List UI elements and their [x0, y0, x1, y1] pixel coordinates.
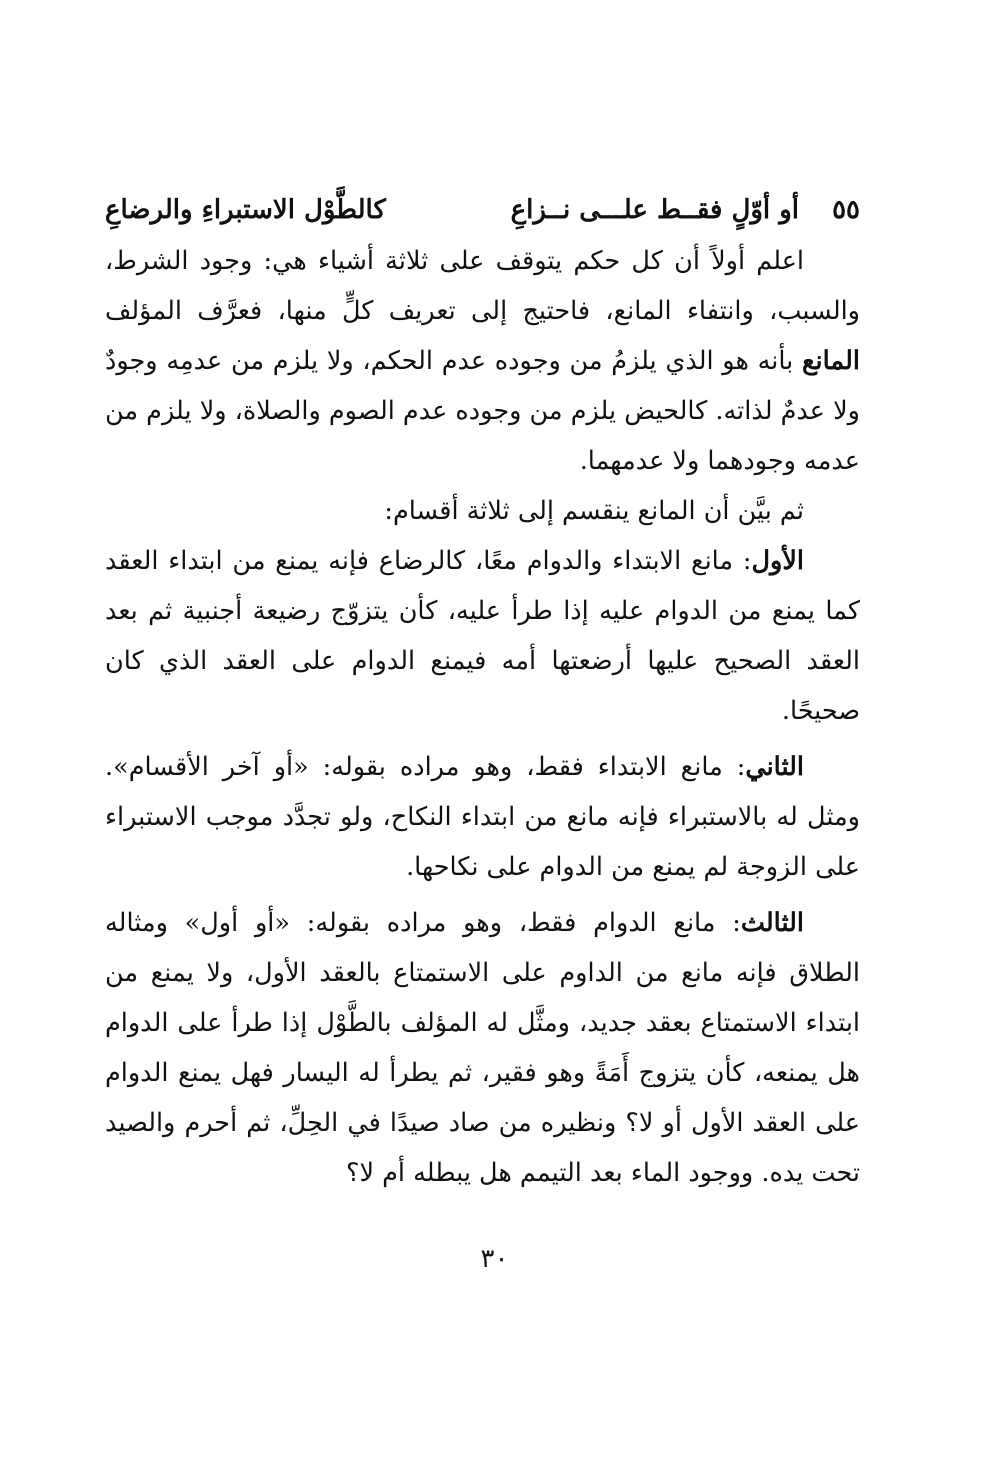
- division-paragraph: [105, 486, 860, 536]
- second-type-paragraph: [105, 742, 860, 892]
- verse-line: [105, 188, 860, 232]
- third-type-text: : مانع الدوام فقط، وهو مراده بقوله: «أو أول» ومثاله الطلاق فإنه مانع من الداوم على الاستمتاع بالعقد الأول، ولا يمنع من ابتداء الاستمتاع بعقد جديد، ومثَّل له المؤلف بالطَّوْل إذا طرأ على الدوام هل يمنعه، كأن يتزوج أَمَةً وهو فقير، ثم يطرأ له اليسار فهل يمنع الدوام على العقد الأول أو لا؟ ونظيره من صاد صيدًا في الحِلِّ، ثم أحرم والصيد تحت يده. ووجود الماء بعد التيمم هل يبطله أم لا؟: [105, 908, 861, 1188]
- third-type-label: الثالث: [740, 908, 804, 938]
- term-mani: المانع: [801, 346, 860, 376]
- third-type-paragraph: [105, 898, 860, 1198]
- intro-paragraph: [105, 236, 860, 486]
- first-type-paragraph: [105, 536, 860, 736]
- first-type-label: الأول: [751, 546, 804, 576]
- page-number: ٣٠: [480, 1244, 509, 1274]
- division-text: ثم بيَّن أن المانع ينقسم إلى ثلاثة أقسام:: [384, 496, 804, 526]
- intro-text: اعلم أولاً أن كل حكم يتوقف على ثلاثة أشياء هي: وجود الشرط، والسبب، وانتفاء المانع، فاحتيج إلى تعريف كلٍّ منها، فعرَّف المؤلف: [105, 246, 860, 326]
- page-body: [105, 188, 860, 1198]
- second-type-text: : مانع الابتداء فقط، وهو مراده بقوله: «أو آخر الأقسام». ومثل له بالاستبراء فإنه مانع من ابتداء النكاح، ولو تجدَّد موجب الاستبراء على الزوجة لم يمنع من الدوام على نكاحها.: [105, 752, 860, 882]
- intro-rest: بأنه هو الذي يلزمُ من وجوده عدم الحكم، ولا يلزم من عدمِه وجودٌ ولا عدمٌ لذاته. كالحيض يلزم من وجوده عدم الصوم والصلاة، ولا يلزم من عدمه وجودهما ولا عدمهما.: [105, 346, 860, 476]
- verse-first-part: [511, 188, 860, 232]
- verse-number: ٥٥: [832, 195, 860, 225]
- verse-first-half: أو أوّلٍ فقــط علـــى نــزاعِ: [510, 195, 799, 225]
- verse-second-half: كالطَّوْل الاستبراءِ والرضاعِ: [105, 195, 386, 225]
- first-type-text: : مانع الابتداء والدوام معًا، كالرضاع فإنه يمنع من ابتداء العقد كما يمنع من الدوام عليه إذا طرأ عليه، كأن يتزوّج رضيعة أجنبية ثم بعد العقد الصحيح عليها أرضعتها أمه فيمنع الدوام على العقد الذي كان صحيحًا.: [105, 546, 860, 726]
- second-type-label: الثاني: [745, 752, 804, 782]
